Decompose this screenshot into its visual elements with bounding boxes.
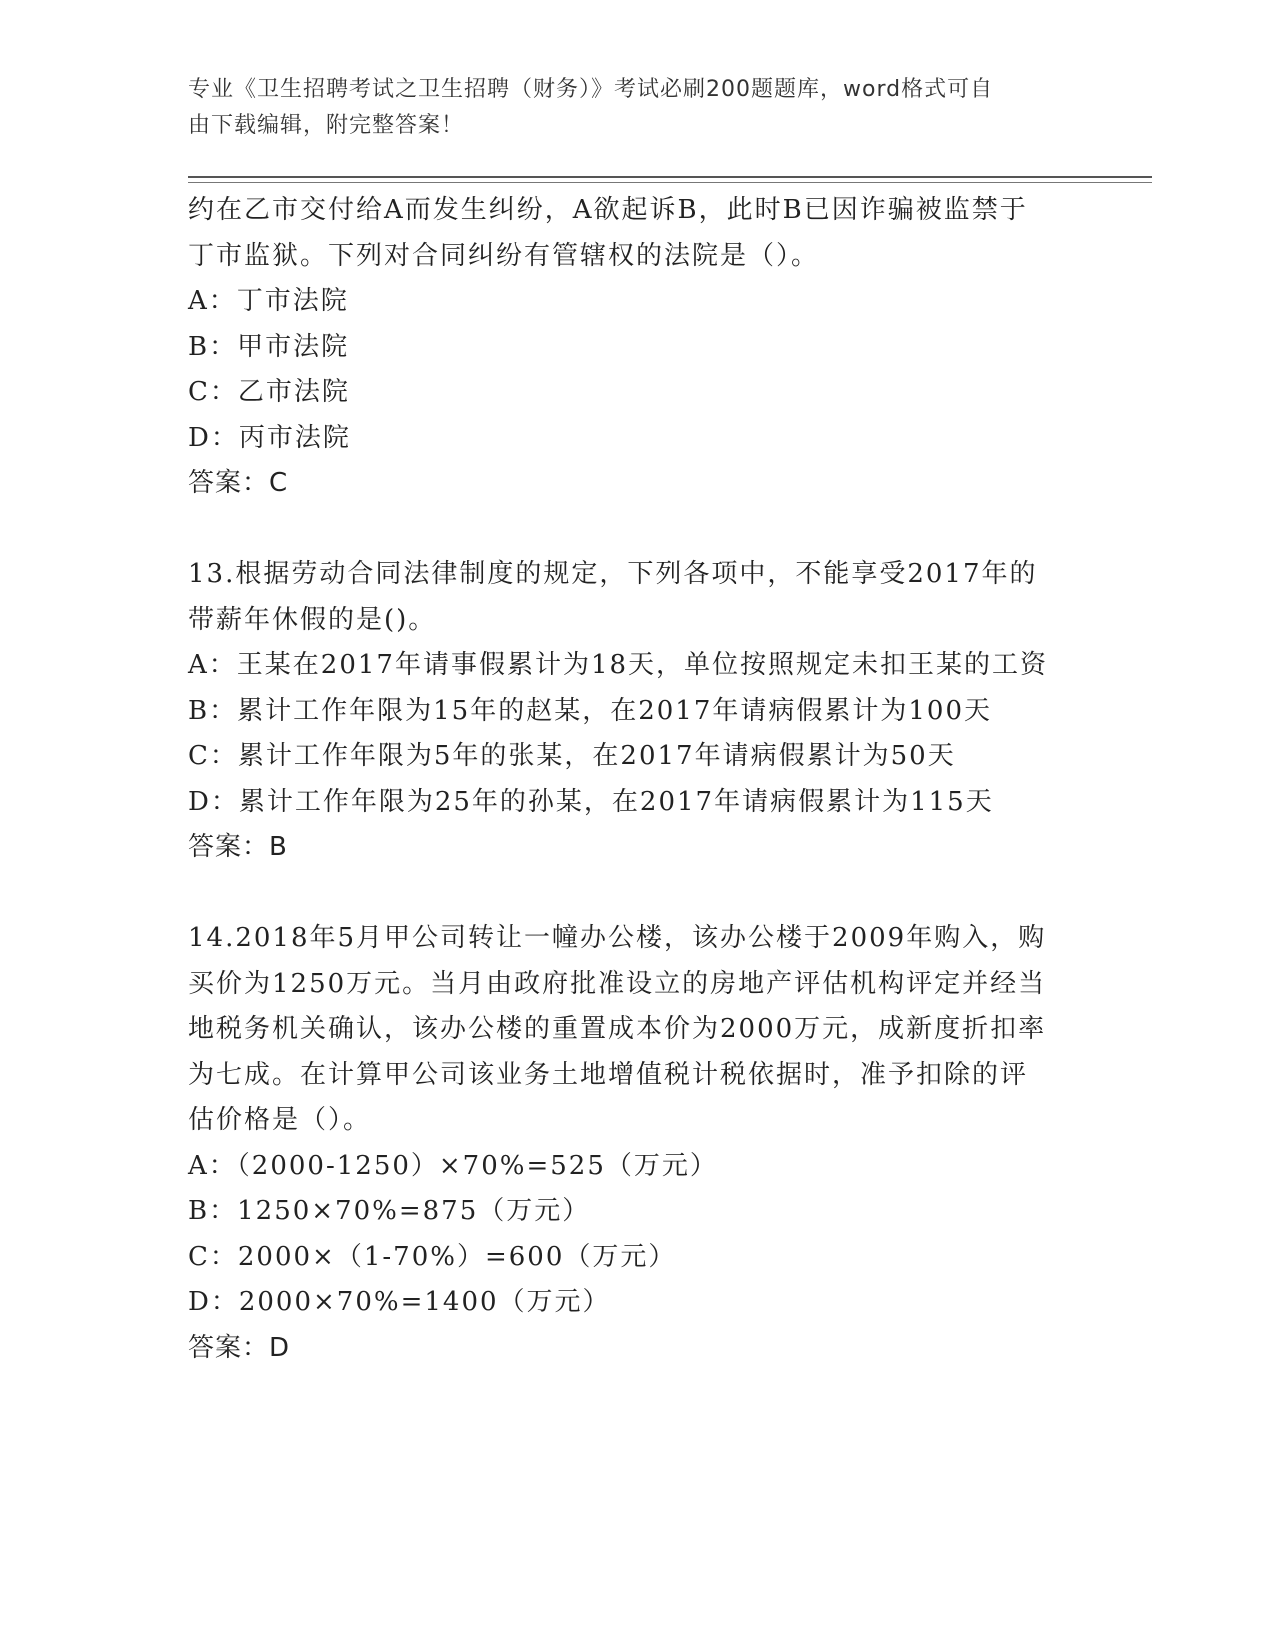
answer-label: 答案：B xyxy=(188,832,288,862)
question-text-line: 约在乙市交付给A而发生纠纷，A欲起诉B，此时B已因诈骗被监禁于 xyxy=(188,195,1028,225)
question-12 xyxy=(188,188,1088,507)
option-c: C：乙市法院 xyxy=(188,377,350,407)
header-divider-thin xyxy=(188,182,1152,183)
option-a: A：王某在2017年请事假累计为18天，单位按照规定未扣王某的工资 xyxy=(188,650,1049,680)
question-14 xyxy=(188,916,1088,1371)
option-c: C：2000×（1-70%）=600（万元） xyxy=(188,1241,677,1272)
header-line-2: 由下载编辑，附完整答案！ xyxy=(188,113,465,138)
option-d: D：累计工作年限为25年的孙某，在2017年请病假累计为115天 xyxy=(188,786,994,817)
answer-label: 答案：C xyxy=(188,468,289,498)
option-b: B：累计工作年限为15年的赵某，在2017年请病假累计为100天 xyxy=(188,695,992,726)
question-text-line: 14.2018年5月甲公司转让一幢办公楼，该办公楼于2009年购入，购 xyxy=(188,923,1047,953)
document-header xyxy=(188,72,1088,144)
answer-label: 答案：D xyxy=(188,1332,291,1363)
spacer xyxy=(188,507,1088,553)
option-d: D：丙市法院 xyxy=(188,422,351,453)
question-13 xyxy=(188,552,1088,871)
option-a: A：丁市法院 xyxy=(188,286,349,316)
option-b: B：甲市法院 xyxy=(188,331,350,362)
option-a: A：（2000-1250）×70%=525（万元） xyxy=(188,1150,718,1181)
question-text-line: 买价为1250万元。当月由政府批准设立的房地产评估机构评定并经当 xyxy=(188,968,1047,999)
spacer xyxy=(188,871,1088,917)
header-divider-thick xyxy=(188,176,1152,178)
question-text-line: 估价格是（）。 xyxy=(188,1105,372,1135)
question-text-line: 13.根据劳动合同法律制度的规定，下列各项中，不能享受2017年的 xyxy=(188,559,1038,589)
question-text-line: 丁市监狱。下列对合同纠纷有管辖权的法院是（）。 xyxy=(188,240,820,271)
option-b: B：1250×70%=875（万元） xyxy=(188,1196,591,1226)
question-text-line: 地税务机关确认，该办公楼的重置成本价为2000万元，成新度折扣率 xyxy=(188,1014,1047,1044)
question-text-line: 为七成。在计算甲公司该业务土地增值税计税依据时，准予扣除的评 xyxy=(188,1059,1029,1090)
header-line-1: 专业《卫生招聘考试之卫生招聘（财务）》考试必刷200题题库，word格式可自 xyxy=(188,77,994,102)
question-text-line: 带薪年休假的是()。 xyxy=(188,604,437,635)
option-d: D：2000×70%=1400（万元） xyxy=(188,1287,611,1317)
option-c: C：累计工作年限为5年的张某，在2017年请病假累计为50天 xyxy=(188,741,956,771)
question-content xyxy=(188,188,1088,1371)
